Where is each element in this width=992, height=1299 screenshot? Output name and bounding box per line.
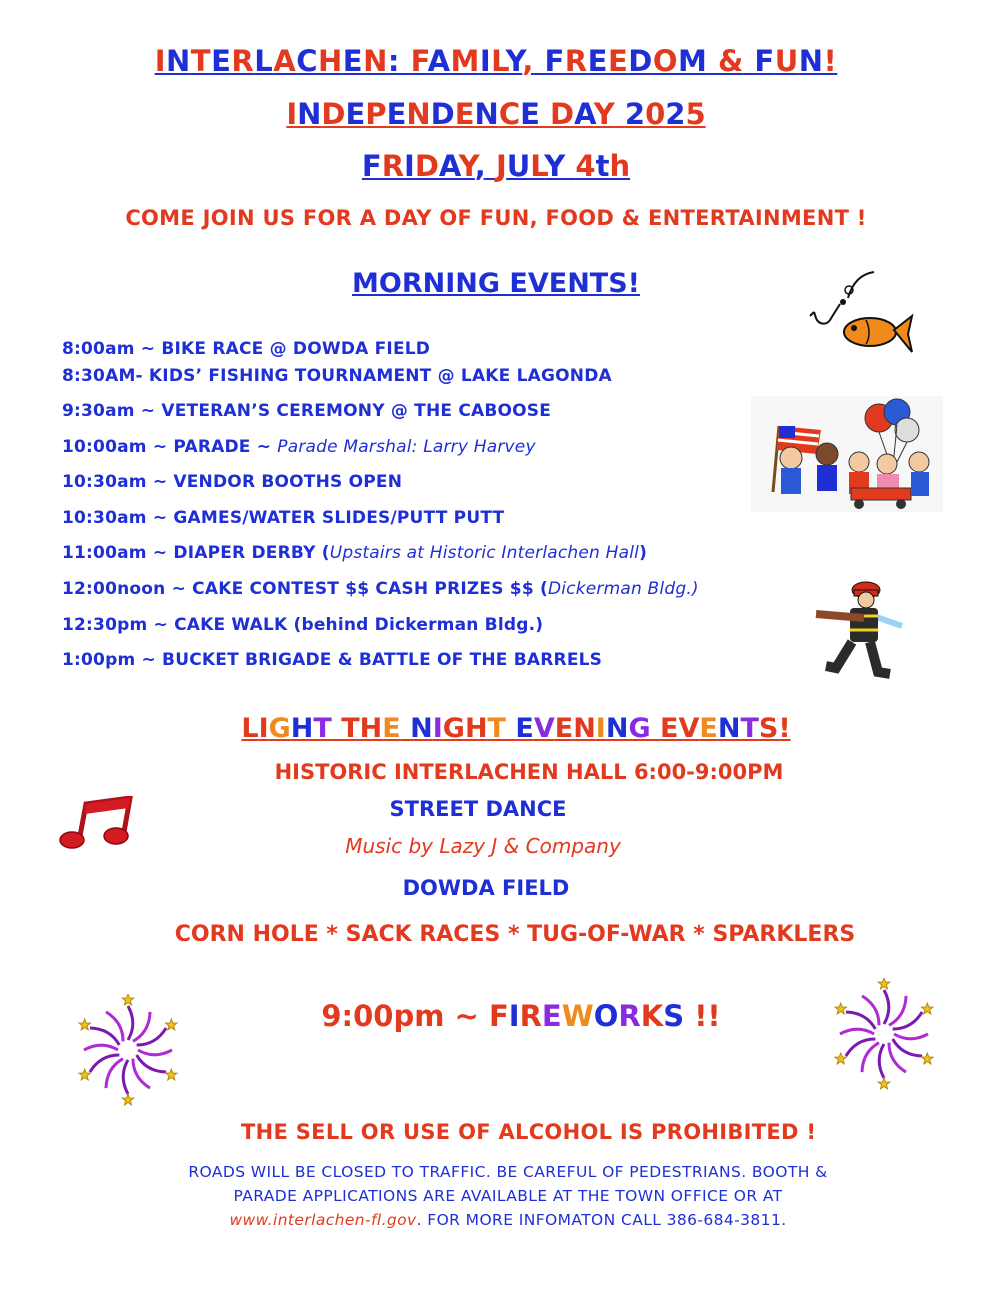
firework-burst-icon (826, 978, 942, 1090)
firework-star (122, 1094, 133, 1105)
cake-contest-location: Dickerman Bldg.) (547, 579, 699, 599)
firework-streak (106, 1059, 123, 1088)
morning-events-heading: MORNING EVENTS! (352, 268, 640, 299)
dowda-field: DOWDA FIELD (402, 876, 570, 900)
firework-burst-icon (70, 994, 186, 1106)
firework-streak (90, 1028, 119, 1045)
firework-streak (123, 1060, 128, 1094)
hall-time: HISTORIC INTERLACHEN HALL 6:00-9:00PM (274, 760, 784, 784)
street-dance: STREET DANCE (389, 797, 567, 821)
footer-line-2: PARADE APPLICATIONS ARE AVAILABLE AT THE TOWN OFFICE OR AT (233, 1187, 783, 1205)
firework-star (166, 1019, 177, 1030)
event-fishing: 8:30AM- KIDS’ FISHING TOURNAMENT @ LAKE LAGONDA (62, 366, 612, 386)
event-games: 10:30am ~ GAMES/WATER SLIDES/PUTT PUTT (62, 508, 505, 528)
event-cake-walk: 12:30pm ~ CAKE WALK (behind Dickerman Bldg.) (62, 615, 544, 635)
firework-streak (879, 1044, 884, 1078)
fireworks-word: FIREWORKS (488, 999, 685, 1033)
firework-star (79, 1019, 90, 1030)
fireworks-time: 9:00pm ~ (321, 999, 489, 1033)
title-line-1: INTERLACHEN: FAMILY, FREEDOM & FUN! (154, 44, 838, 78)
firework-streak (128, 1006, 133, 1040)
firework-streak (884, 990, 889, 1024)
event-vendor-booths: 10:30am ~ VENDOR BOOTHS OPEN (62, 472, 403, 492)
firework-star (835, 1003, 846, 1014)
diaper-derby-location: Upstairs at Historic Interlachen Hall (329, 543, 640, 563)
firework-streak (84, 1045, 118, 1050)
music-by: Music by Lazy J & Company (345, 834, 621, 858)
website-link[interactable]: www.interlachen-fl.gov (229, 1211, 417, 1229)
firework-star (922, 1053, 933, 1064)
firework-streak (133, 1012, 150, 1041)
event-veterans: 9:30am ~ VETERAN’S CEREMONY @ THE CABOOSE (62, 401, 552, 421)
fireworks-end: !! (684, 999, 721, 1033)
evening-events-heading: LIGHT THE NIGHT EVENING EVENTS! (241, 713, 791, 744)
firework-star (79, 1069, 90, 1080)
event-cake-contest: 12:00noon ~ CAKE CONTEST $$ CASH PRIZES $$ (Dickerman Bldg.) (62, 579, 699, 599)
firework-streak (137, 1055, 166, 1072)
firework-streak (893, 1039, 922, 1056)
firework-star (878, 978, 889, 989)
firework-star (122, 994, 133, 1005)
firework-star (835, 1053, 846, 1064)
firework-streak (862, 1043, 879, 1072)
event-diaper-derby: 11:00am ~ DIAPER DERBY (Upstairs at Historic Interlachen Hall) (62, 543, 648, 563)
parade-marshal: Parade Marshal: Larry Harvey (277, 437, 536, 457)
firework-streak (894, 1034, 928, 1039)
firework-streak (846, 1012, 875, 1029)
event-bike-race: 8:00am ~ BIKE RACE @ DOWDA FIELD (62, 339, 431, 359)
alcohol-notice: THE SELL OR USE OF ALCOHOL IS PROHIBITED ! (241, 1120, 817, 1144)
evening-activities: CORN HOLE * SACK RACES * TUG-OF-WAR * SPARKLERS (174, 922, 856, 947)
firework-star (922, 1003, 933, 1014)
firefighter-icon (806, 576, 914, 684)
music-note-icon (58, 796, 138, 854)
firework-streak (889, 996, 906, 1025)
invite-line: COME JOIN US FOR A DAY OF FUN, FOOD & ENTERTAINMENT ! (125, 206, 867, 230)
firework-star (166, 1069, 177, 1080)
fish-hook-icon (808, 268, 918, 356)
firework-star (878, 1078, 889, 1089)
parade-kids-icon (751, 396, 943, 512)
event-bucket-brigade: 1:00pm ~ BUCKET BRIGADE & BATTLE OF THE BARRELS (62, 650, 603, 670)
footer-line-3: www.interlachen-fl.gov. FOR MORE INFOMATON CALL 386-684-3811. (229, 1211, 787, 1229)
event-parade: 10:00am ~ PARADE ~ Parade Marshal: Larry Harvey (62, 437, 536, 457)
firework-streak (138, 1050, 172, 1055)
firework-streak (840, 1029, 874, 1034)
title-line-2: INDEPENDENCE DAY 2025 (286, 97, 706, 131)
footer-line-1: ROADS WILL BE CLOSED TO TRAFFIC. BE CAREFUL OF PEDESTRIANS. BOOTH & (188, 1163, 828, 1181)
title-line-3: FRIDAY, JULY 4th (361, 149, 631, 183)
